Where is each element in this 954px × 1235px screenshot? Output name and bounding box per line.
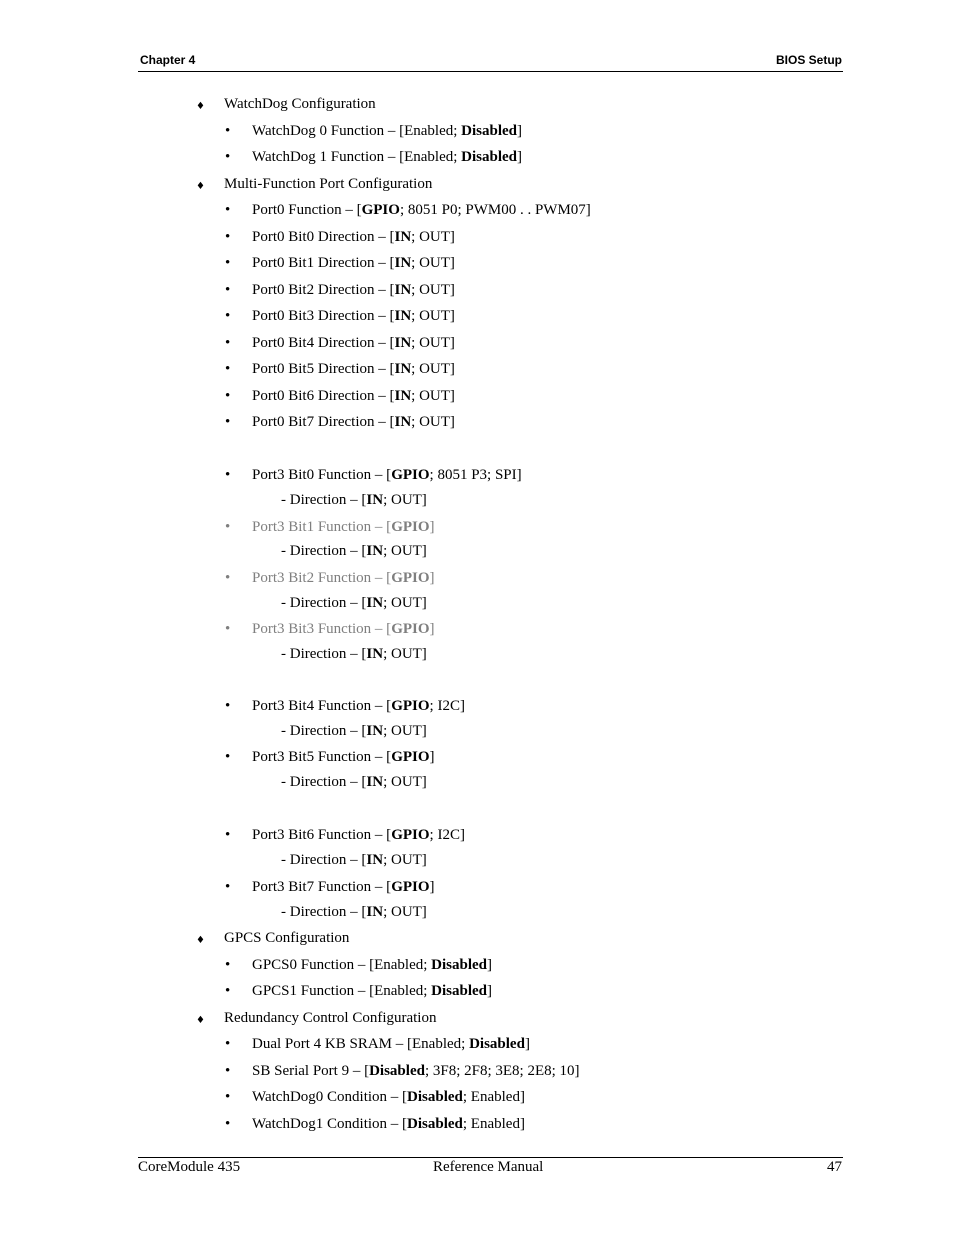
text-run: Port0 Bit7 Direction – [ [252, 414, 395, 430]
diamond-bullet-icon: ♦ [196, 935, 205, 946]
default-value: GPIO [391, 570, 430, 586]
item-text [252, 413, 455, 431]
text-run: ; OUT] [383, 723, 427, 739]
bullet-icon: • [225, 149, 231, 165]
text-run: ; OUT] [383, 595, 427, 611]
text-run: ; OUT] [383, 904, 427, 920]
default-value: IN [394, 282, 412, 298]
text-run: ] [429, 570, 435, 586]
default-value: Disabled [407, 1116, 463, 1132]
default-value: Disabled [369, 1063, 425, 1079]
text-run: - Direction – [ [281, 774, 367, 790]
diamond-bullet-icon: ♦ [196, 181, 205, 192]
text-run: ; I2C] [429, 827, 465, 843]
default-value: Disabled [461, 123, 518, 139]
item-text [252, 1088, 525, 1106]
item-text [252, 466, 522, 484]
header-rule [138, 71, 843, 72]
text-run: ] [429, 621, 435, 637]
item-text [281, 645, 427, 663]
diamond-bullet-icon: ♦ [196, 101, 205, 112]
text-run: Port3 Bit6 Function – [ [252, 827, 392, 843]
text-run: WatchDog 1 Function – [Enabled; [252, 149, 462, 165]
default-value: IN [366, 723, 384, 739]
item-text [252, 569, 435, 587]
text-run: ; OUT] [411, 282, 455, 298]
bullet-icon: • [225, 749, 231, 765]
text-run: Port0 Bit0 Direction – [ [252, 229, 395, 245]
item-text [252, 122, 522, 140]
text-run: Port0 Bit5 Direction – [ [252, 361, 395, 377]
bullet-icon: • [225, 414, 231, 430]
item-text [252, 254, 455, 272]
item-text [252, 518, 435, 536]
default-value: IN [366, 646, 384, 662]
item-text [281, 542, 427, 560]
default-value: IN [366, 852, 384, 868]
bullet-icon: • [225, 467, 231, 483]
item-text [252, 228, 455, 246]
bullet-icon: • [225, 1116, 231, 1132]
bullet-icon: • [225, 1089, 231, 1105]
item-text [252, 878, 435, 896]
item-text [252, 307, 455, 325]
text-run: ; Enabled] [462, 1089, 525, 1105]
text-run: ; OUT] [383, 774, 427, 790]
item-text [281, 851, 427, 869]
bullet-icon: • [225, 202, 231, 218]
text-run: ; 3F8; 2F8; 3E8; 2E8; 10] [424, 1063, 580, 1079]
text-run: ; OUT] [383, 492, 427, 508]
item-text [224, 1009, 436, 1027]
text-run: Port0 Function – [ [252, 202, 362, 218]
default-value: IN [366, 543, 384, 559]
item-text [252, 334, 455, 352]
text-run: ; OUT] [383, 646, 427, 662]
item-text [252, 697, 465, 715]
text-run: ; OUT] [383, 852, 427, 868]
default-value: GPIO [391, 621, 430, 637]
item-text [252, 956, 492, 974]
default-value: GPIO [361, 202, 400, 218]
default-value: IN [394, 255, 412, 271]
bullet-icon: • [225, 388, 231, 404]
bullet-icon: • [225, 1036, 231, 1052]
text-run: ; OUT] [383, 543, 427, 559]
text-run: Dual Port 4 KB SRAM – [Enabled; [252, 1036, 470, 1052]
text-run: - Direction – [ [281, 595, 367, 611]
item-text [281, 903, 427, 921]
text-run: ; OUT] [411, 335, 455, 351]
text-run: ; OUT] [411, 255, 455, 271]
item-text [281, 594, 427, 612]
text-run: ] [429, 749, 435, 765]
text-run: Redundancy Control Configuration [224, 1010, 437, 1026]
text-run: WatchDog1 Condition – [ [252, 1116, 408, 1132]
text-run: ; I2C] [429, 698, 465, 714]
default-value: Disabled [431, 983, 488, 999]
text-run: ] [487, 983, 493, 999]
default-value: GPIO [391, 467, 430, 483]
text-run: ] [429, 519, 435, 535]
bullet-icon: • [225, 282, 231, 298]
item-text [224, 929, 349, 947]
item-text [224, 175, 432, 193]
item-text [252, 1062, 580, 1080]
default-value: GPIO [391, 827, 430, 843]
bullet-icon: • [225, 827, 231, 843]
text-run: Multi-Function Port Configuration [224, 176, 433, 192]
bullet-icon: • [225, 229, 231, 245]
text-run: ] [487, 957, 493, 973]
bullet-icon: • [225, 519, 231, 535]
text-run: Port3 Bit3 Function – [ [252, 621, 392, 637]
default-value: IN [394, 229, 412, 245]
default-value: IN [394, 388, 412, 404]
item-text [281, 491, 427, 509]
page-number: 47 [827, 1159, 842, 1175]
bullet-icon: • [225, 361, 231, 377]
text-run: Port3 Bit2 Function – [ [252, 570, 392, 586]
bullet-icon: • [225, 123, 231, 139]
item-text [252, 826, 465, 844]
item-text [252, 982, 492, 1000]
text-run: ] [517, 123, 523, 139]
text-run: Port0 Bit4 Direction – [ [252, 335, 395, 351]
default-value: GPIO [391, 749, 430, 765]
bullet-icon: • [225, 570, 231, 586]
text-run: Port3 Bit5 Function – [ [252, 749, 392, 765]
footer-product: CoreModule 435 [138, 1159, 241, 1175]
text-run: Port3 Bit7 Function – [ [252, 879, 392, 895]
text-run: SB Serial Port 9 – [ [252, 1063, 370, 1079]
text-run: ] [524, 1036, 530, 1052]
text-run: Port3 Bit0 Function – [ [252, 467, 392, 483]
text-run: WatchDog 0 Function – [Enabled; [252, 123, 462, 139]
text-run: Port3 Bit4 Function – [ [252, 698, 392, 714]
footer-rule [138, 1157, 843, 1158]
item-text [252, 281, 455, 299]
item-text [252, 620, 435, 638]
text-run: - Direction – [ [281, 543, 367, 559]
bullet-icon: • [225, 308, 231, 324]
footer-title: Reference Manual [433, 1159, 544, 1175]
text-run: WatchDog Configuration [224, 96, 376, 112]
item-text [252, 148, 522, 166]
item-text [252, 1035, 530, 1053]
text-run: WatchDog0 Condition – [ [252, 1089, 408, 1105]
default-value: GPIO [391, 698, 430, 714]
item-text [252, 201, 591, 219]
bullet-icon: • [225, 621, 231, 637]
text-run: ; Enabled] [462, 1116, 525, 1132]
default-value: IN [366, 595, 384, 611]
default-value: GPIO [391, 519, 430, 535]
text-run: - Direction – [ [281, 852, 367, 868]
text-run: Port0 Bit1 Direction – [ [252, 255, 395, 271]
text-run: ] [517, 149, 523, 165]
text-run: - Direction – [ [281, 646, 367, 662]
text-run: Port3 Bit1 Function – [ [252, 519, 392, 535]
item-text [252, 1115, 525, 1133]
item-text [281, 773, 427, 791]
default-value: IN [394, 308, 412, 324]
default-value: GPIO [391, 879, 430, 895]
bullet-icon: • [225, 255, 231, 271]
text-run: ; OUT] [411, 229, 455, 245]
text-run: ; OUT] [411, 361, 455, 377]
bullet-icon: • [225, 335, 231, 351]
text-run: Port0 Bit2 Direction – [ [252, 282, 395, 298]
text-run: GPCS1 Function – [Enabled; [252, 983, 432, 999]
text-run: GPCS Configuration [224, 930, 350, 946]
text-run: Port0 Bit6 Direction – [ [252, 388, 395, 404]
bullet-icon: • [225, 957, 231, 973]
default-value: IN [394, 361, 412, 377]
text-run: ; 8051 P3; SPI] [429, 467, 522, 483]
text-run: ; OUT] [411, 388, 455, 404]
text-run: ; OUT] [411, 308, 455, 324]
diamond-bullet-icon: ♦ [196, 1015, 205, 1026]
item-text [252, 748, 435, 766]
default-value: Disabled [469, 1036, 525, 1052]
header-section: BIOS Setup [775, 53, 842, 67]
item-text [252, 387, 455, 405]
text-run: Port0 Bit3 Direction – [ [252, 308, 395, 324]
item-text [224, 95, 376, 113]
item-text [252, 360, 455, 378]
bullet-icon: • [225, 1063, 231, 1079]
default-value: IN [366, 492, 384, 508]
default-value: Disabled [431, 957, 488, 973]
text-run: ; 8051 P0; PWM00 . . PWM07] [399, 202, 591, 218]
bullet-icon: • [225, 698, 231, 714]
default-value: IN [394, 335, 412, 351]
default-value: IN [366, 774, 384, 790]
text-run: GPCS0 Function – [Enabled; [252, 957, 432, 973]
item-text [281, 722, 427, 740]
text-run: ] [429, 879, 435, 895]
bullet-icon: • [225, 879, 231, 895]
default-value: IN [366, 904, 384, 920]
text-run: ; OUT] [411, 414, 455, 430]
text-run: - Direction – [ [281, 723, 367, 739]
default-value: Disabled [461, 149, 518, 165]
text-run: - Direction – [ [281, 492, 367, 508]
header-chapter: Chapter 4 [140, 53, 196, 67]
default-value: IN [394, 414, 412, 430]
bullet-icon: • [225, 983, 231, 999]
text-run: - Direction – [ [281, 904, 367, 920]
default-value: Disabled [407, 1089, 463, 1105]
